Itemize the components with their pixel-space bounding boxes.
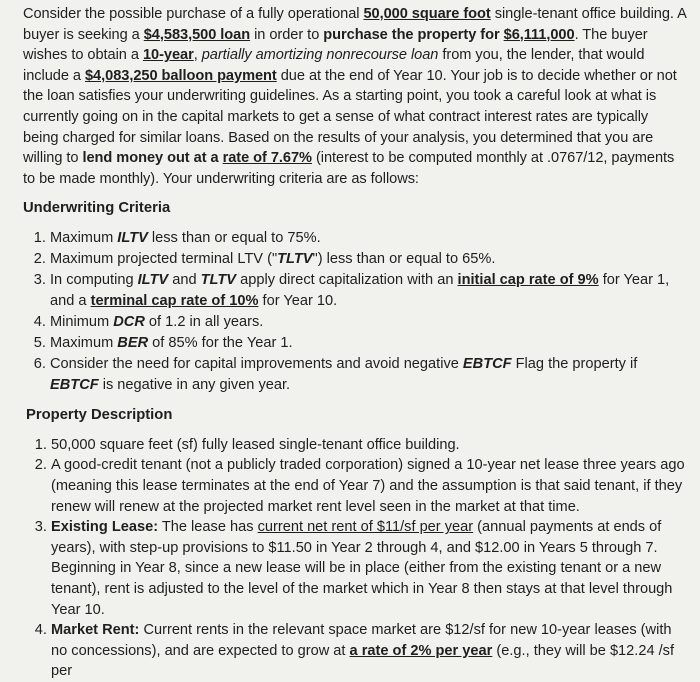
- criteria-text: is negative in any given year.: [98, 376, 291, 393]
- loan-amount: $4,583,500 loan: [143, 26, 251, 43]
- interest-rate: rate of 7.67%: [222, 150, 312, 167]
- loan-type: partially amortizing nonrecourse loan: [201, 47, 439, 64]
- intro-text: . The buyer wishes to obtain a: [23, 26, 648, 64]
- criteria-text: In computing: [50, 272, 138, 289]
- criteria-text: of 85% for the Year 1.: [148, 334, 293, 351]
- criteria-text: Flag the property if: [511, 356, 638, 372]
- intro-text: from you, the lender, that would include a: [23, 47, 645, 84]
- property-item-size: [51, 435, 686, 456]
- rent-growth-rate: a rate of 2% per year: [349, 642, 493, 659]
- criteria-text: Maximum: [50, 229, 118, 246]
- criteria-term: EBTCF: [462, 356, 512, 372]
- criteria-text: Consider the need for capital improvements and avoid negative: [50, 356, 463, 372]
- property-term: Existing Lease:: [51, 519, 159, 536]
- criteria-term: EBTCF: [50, 376, 99, 393]
- criteria-term: BER: [117, 334, 149, 351]
- criteria-term: ILTV: [117, 229, 148, 246]
- property-heading: Property Description: [26, 407, 173, 424]
- property-text: (annual payments at ends of years), with step-up provisions to $11.50 in Year 2 through 4, and $12.00 in Years 5 through 7. Beginning in Year 8, since a new lease will be in place (either from the existing tenant or a new tenant), rent is adjusted to the level of the market which in Year 8 then stays at that level through Year 10.: [51, 519, 673, 618]
- initial-cap-rate: initial cap rate of 9%: [457, 272, 599, 289]
- criteria-term: ILTV: [137, 272, 169, 289]
- intro-text: in order to: [250, 26, 324, 43]
- criteria-text: Maximum projected terminal LTV (": [50, 251, 278, 268]
- property-text: 50,000 square feet (sf) fully leased single-tenant office building.: [51, 436, 460, 453]
- balloon-payment: $4,083,250 balloon payment: [84, 67, 277, 84]
- intro-paragraph: [23, 4, 686, 189]
- criteria-text: for Year 1, and a: [50, 272, 670, 309]
- criteria-item-ebtcf: [50, 354, 686, 395]
- building-area: 50,000 square foot: [363, 6, 491, 22]
- lend-phrase: lend money out at a: [82, 150, 219, 167]
- purchase-price: $6,111,000: [503, 26, 575, 43]
- intro-text: due at the end of Year 10. Your job is to decide whether or not the loan satisfies your underwriting guidelines. As a starting point, you took a careful look at what is currently going on in the capital markets to get a sense of what contract interest rates are typically being charged for similar loans. Based on the results of your analysis, you determined that you are willing to: [23, 67, 677, 167]
- criteria-item-tltv: [50, 249, 686, 270]
- property-item-market-rent: [51, 620, 686, 682]
- criteria-item-iltv: [50, 228, 686, 249]
- criteria-text: and: [168, 272, 201, 289]
- criteria-item-dcr: [50, 312, 686, 333]
- property-item-existing-lease: [51, 517, 686, 620]
- criteria-term: DCR: [113, 313, 145, 330]
- criteria-term: TLTV: [200, 272, 237, 289]
- loan-term: 10-year: [142, 47, 194, 64]
- criteria-list: [24, 228, 686, 395]
- intro-text: single-tenant office building. A buyer is seeking a: [23, 6, 686, 43]
- current-net-rent: current net rent of $11/sf per year: [257, 519, 474, 536]
- property-text: Current rents in the relevant space market are $12/sf for new 10-year leases (with no concessions), and are expected to grow at: [51, 622, 672, 659]
- criteria-heading: Underwriting Criteria: [23, 200, 171, 217]
- criteria-text: less than or equal to 75%.: [147, 229, 321, 246]
- property-item-tenant: [51, 455, 686, 517]
- criteria-item-cap-rates: [50, 270, 686, 311]
- criteria-text: Minimum: [50, 313, 114, 330]
- criteria-item-ber: [50, 333, 686, 354]
- criteria-text: for Year 10.: [258, 292, 338, 309]
- criteria-text: apply direct capitalization with an: [236, 272, 458, 289]
- criteria-text: of 1.2 in all years.: [144, 313, 264, 330]
- property-text: (e.g., they will be $12.24 /sf per: [51, 642, 675, 680]
- property-list: [25, 435, 686, 682]
- intro-text: Consider the possible purchase of a fully operational: [23, 6, 364, 22]
- property-text: The lease has: [158, 519, 258, 536]
- intro-text: ,: [193, 47, 202, 64]
- property-text: A good-credit tenant (not a publicly traded corporation) signed a 10-year net lease three years ago (meaning this lease terminates at the end of Year 7) and the assumption is that said tenant, if they renew will renew at the projected market rent level seen in the market at that time.: [51, 457, 685, 515]
- intro-text: (interest to be computed monthly at .0767/12, payments to be made monthly). Your underwriting criteria are as follows:: [23, 150, 675, 187]
- property-term: Market Rent:: [51, 622, 140, 639]
- criteria-text: ") less than or equal to 65%.: [312, 251, 496, 268]
- purchase-phrase: purchase the property for: [323, 26, 500, 43]
- criteria-term: TLTV: [277, 251, 313, 268]
- criteria-text: Maximum: [50, 334, 118, 351]
- terminal-cap-rate: terminal cap rate of 10%: [90, 292, 259, 309]
